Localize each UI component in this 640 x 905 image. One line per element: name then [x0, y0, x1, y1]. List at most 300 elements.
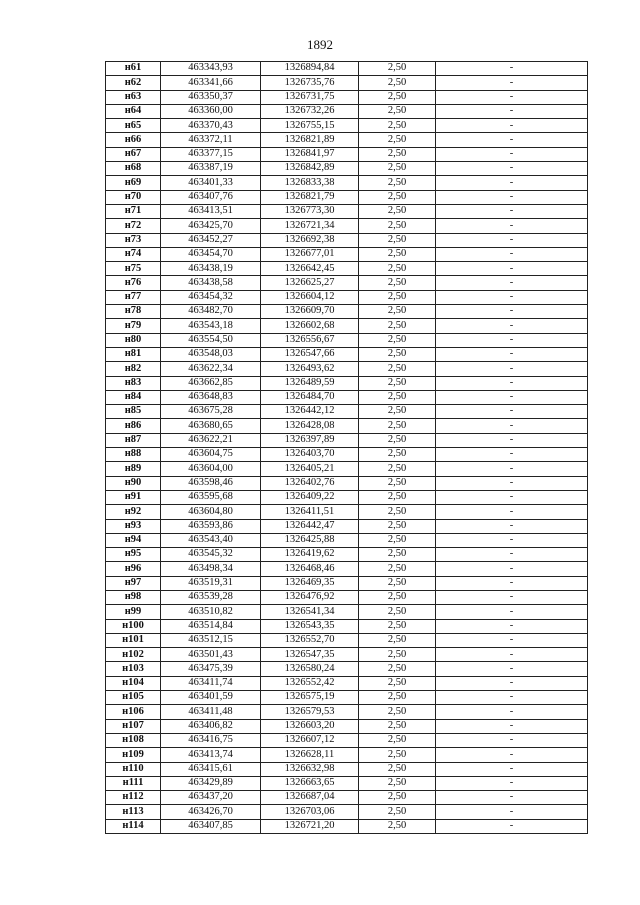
- x-coordinate-cell: 463539,28: [161, 590, 261, 604]
- note-cell: -: [436, 290, 588, 304]
- value-cell: 2,50: [359, 762, 436, 776]
- x-coordinate-cell: 463604,75: [161, 448, 261, 462]
- note-cell: -: [436, 190, 588, 204]
- table-row: [106, 733, 588, 747]
- y-coordinate-cell: 1326842,89: [261, 162, 359, 176]
- point-id-cell: н84: [106, 390, 161, 404]
- table-row: [106, 533, 588, 547]
- y-coordinate-cell: 1326602,68: [261, 319, 359, 333]
- table-row: [106, 347, 588, 361]
- x-coordinate-cell: 463475,39: [161, 662, 261, 676]
- point-id-cell: н96: [106, 562, 161, 576]
- x-coordinate-cell: 463554,50: [161, 333, 261, 347]
- table-row: [106, 190, 588, 204]
- x-coordinate-cell: 463501,43: [161, 648, 261, 662]
- note-cell: -: [436, 462, 588, 476]
- x-coordinate-cell: 463425,70: [161, 219, 261, 233]
- x-coordinate-cell: 463401,33: [161, 176, 261, 190]
- value-cell: 2,50: [359, 262, 436, 276]
- y-coordinate-cell: 1326556,67: [261, 333, 359, 347]
- x-coordinate-cell: 463512,15: [161, 633, 261, 647]
- note-cell: -: [436, 433, 588, 447]
- x-coordinate-cell: 463413,74: [161, 748, 261, 762]
- point-id-cell: н104: [106, 676, 161, 690]
- value-cell: 2,50: [359, 562, 436, 576]
- note-cell: -: [436, 147, 588, 161]
- table-row: [106, 290, 588, 304]
- note-cell: -: [436, 819, 588, 833]
- point-id-cell: н77: [106, 290, 161, 304]
- y-coordinate-cell: 1326604,12: [261, 290, 359, 304]
- x-coordinate-cell: 463341,66: [161, 76, 261, 90]
- y-coordinate-cell: 1326821,89: [261, 133, 359, 147]
- note-cell: -: [436, 419, 588, 433]
- table-row: [106, 805, 588, 819]
- value-cell: 2,50: [359, 576, 436, 590]
- table-row: [106, 204, 588, 218]
- table-row: [106, 362, 588, 376]
- value-cell: 2,50: [359, 204, 436, 218]
- y-coordinate-cell: 1326677,01: [261, 247, 359, 261]
- point-id-cell: н68: [106, 162, 161, 176]
- value-cell: 2,50: [359, 176, 436, 190]
- table-row: [106, 662, 588, 676]
- table-row: [106, 405, 588, 419]
- point-id-cell: н79: [106, 319, 161, 333]
- x-coordinate-cell: 463438,58: [161, 276, 261, 290]
- table-row: [106, 705, 588, 719]
- value-cell: 2,50: [359, 219, 436, 233]
- table-row: [106, 390, 588, 404]
- note-cell: -: [436, 633, 588, 647]
- y-coordinate-cell: 1326403,70: [261, 448, 359, 462]
- y-coordinate-cell: 1326731,75: [261, 90, 359, 104]
- y-coordinate-cell: 1326468,46: [261, 562, 359, 576]
- y-coordinate-cell: 1326442,12: [261, 405, 359, 419]
- table-row: [106, 633, 588, 647]
- note-cell: -: [436, 262, 588, 276]
- value-cell: 2,50: [359, 676, 436, 690]
- table-row: [106, 462, 588, 476]
- y-coordinate-cell: 1326547,66: [261, 347, 359, 361]
- y-coordinate-cell: 1326721,34: [261, 219, 359, 233]
- value-cell: 2,50: [359, 819, 436, 833]
- y-coordinate-cell: 1326419,62: [261, 548, 359, 562]
- note-cell: -: [436, 505, 588, 519]
- note-cell: -: [436, 133, 588, 147]
- point-id-cell: н72: [106, 219, 161, 233]
- value-cell: 2,50: [359, 90, 436, 104]
- value-cell: 2,50: [359, 305, 436, 319]
- x-coordinate-cell: 463498,34: [161, 562, 261, 576]
- note-cell: -: [436, 62, 588, 76]
- x-coordinate-cell: 463343,93: [161, 62, 261, 76]
- table-row: [106, 90, 588, 104]
- point-id-cell: н67: [106, 147, 161, 161]
- point-id-cell: н97: [106, 576, 161, 590]
- note-cell: -: [436, 90, 588, 104]
- table-row: [106, 505, 588, 519]
- x-coordinate-cell: 463438,19: [161, 262, 261, 276]
- y-coordinate-cell: 1326692,38: [261, 233, 359, 247]
- value-cell: 2,50: [359, 590, 436, 604]
- y-coordinate-cell: 1326469,35: [261, 576, 359, 590]
- x-coordinate-cell: 463510,82: [161, 605, 261, 619]
- x-coordinate-cell: 463416,75: [161, 733, 261, 747]
- point-id-cell: н64: [106, 104, 161, 118]
- table-row: [106, 262, 588, 276]
- x-coordinate-cell: 463454,32: [161, 290, 261, 304]
- table-row: [106, 691, 588, 705]
- value-cell: 2,50: [359, 733, 436, 747]
- point-id-cell: н111: [106, 776, 161, 790]
- note-cell: -: [436, 719, 588, 733]
- value-cell: 2,50: [359, 619, 436, 633]
- point-id-cell: н109: [106, 748, 161, 762]
- table-row: [106, 276, 588, 290]
- note-cell: -: [436, 762, 588, 776]
- y-coordinate-cell: 1326735,76: [261, 76, 359, 90]
- value-cell: 2,50: [359, 190, 436, 204]
- y-coordinate-cell: 1326405,21: [261, 462, 359, 476]
- point-id-cell: н114: [106, 819, 161, 833]
- value-cell: 2,50: [359, 719, 436, 733]
- note-cell: -: [436, 362, 588, 376]
- point-id-cell: н91: [106, 490, 161, 504]
- x-coordinate-cell: 463407,76: [161, 190, 261, 204]
- point-id-cell: н101: [106, 633, 161, 647]
- note-cell: -: [436, 276, 588, 290]
- point-id-cell: н89: [106, 462, 161, 476]
- page-number: 1892: [307, 37, 333, 52]
- point-id-cell: н76: [106, 276, 161, 290]
- value-cell: 2,50: [359, 162, 436, 176]
- x-coordinate-cell: 463377,15: [161, 147, 261, 161]
- note-cell: -: [436, 176, 588, 190]
- value-cell: 2,50: [359, 233, 436, 247]
- point-id-cell: н105: [106, 691, 161, 705]
- table-row: [106, 519, 588, 533]
- note-cell: -: [436, 662, 588, 676]
- value-cell: 2,50: [359, 505, 436, 519]
- x-coordinate-cell: 463604,80: [161, 505, 261, 519]
- table-row: [106, 247, 588, 261]
- value-cell: 2,50: [359, 119, 436, 133]
- value-cell: 2,50: [359, 433, 436, 447]
- y-coordinate-cell: 1326580,24: [261, 662, 359, 676]
- point-id-cell: н80: [106, 333, 161, 347]
- point-id-cell: н88: [106, 448, 161, 462]
- x-coordinate-cell: 463350,37: [161, 90, 261, 104]
- x-coordinate-cell: 463675,28: [161, 405, 261, 419]
- table-row: [106, 676, 588, 690]
- x-coordinate-cell: 463437,20: [161, 791, 261, 805]
- note-cell: -: [436, 490, 588, 504]
- table-row: [106, 490, 588, 504]
- value-cell: 2,50: [359, 448, 436, 462]
- point-id-cell: н103: [106, 662, 161, 676]
- y-coordinate-cell: 1326493,62: [261, 362, 359, 376]
- y-coordinate-cell: 1326476,92: [261, 590, 359, 604]
- table-row: [106, 476, 588, 490]
- x-coordinate-cell: 463593,86: [161, 519, 261, 533]
- note-cell: -: [436, 448, 588, 462]
- y-coordinate-cell: 1326442,47: [261, 519, 359, 533]
- value-cell: 2,50: [359, 476, 436, 490]
- note-cell: -: [436, 791, 588, 805]
- x-coordinate-cell: 463545,32: [161, 548, 261, 562]
- value-cell: 2,50: [359, 347, 436, 361]
- point-id-cell: н113: [106, 805, 161, 819]
- table-row: [106, 162, 588, 176]
- note-cell: -: [436, 104, 588, 118]
- point-id-cell: н95: [106, 548, 161, 562]
- y-coordinate-cell: 1326721,20: [261, 819, 359, 833]
- table-row: [106, 605, 588, 619]
- table-row: [106, 333, 588, 347]
- note-cell: -: [436, 576, 588, 590]
- note-cell: -: [436, 333, 588, 347]
- note-cell: -: [436, 305, 588, 319]
- note-cell: -: [436, 776, 588, 790]
- value-cell: 2,50: [359, 62, 436, 76]
- y-coordinate-cell: 1326428,08: [261, 419, 359, 433]
- value-cell: 2,50: [359, 276, 436, 290]
- note-cell: -: [436, 162, 588, 176]
- table-row: [106, 104, 588, 118]
- point-id-cell: н71: [106, 204, 161, 218]
- value-cell: 2,50: [359, 791, 436, 805]
- note-cell: -: [436, 76, 588, 90]
- y-coordinate-cell: 1326755,15: [261, 119, 359, 133]
- x-coordinate-cell: 463454,70: [161, 247, 261, 261]
- table-row: [106, 590, 588, 604]
- note-cell: -: [436, 733, 588, 747]
- table-row: [106, 819, 588, 833]
- point-id-cell: н62: [106, 76, 161, 90]
- value-cell: 2,50: [359, 519, 436, 533]
- x-coordinate-cell: 463406,82: [161, 719, 261, 733]
- table-row: [106, 219, 588, 233]
- point-id-cell: н69: [106, 176, 161, 190]
- y-coordinate-cell: 1326409,22: [261, 490, 359, 504]
- note-cell: -: [436, 204, 588, 218]
- value-cell: 2,50: [359, 462, 436, 476]
- note-cell: -: [436, 219, 588, 233]
- value-cell: 2,50: [359, 333, 436, 347]
- y-coordinate-cell: 1326833,38: [261, 176, 359, 190]
- x-coordinate-cell: 463622,21: [161, 433, 261, 447]
- point-id-cell: н92: [106, 505, 161, 519]
- value-cell: 2,50: [359, 362, 436, 376]
- y-coordinate-cell: 1326894,84: [261, 62, 359, 76]
- table-row: [106, 176, 588, 190]
- table-row: [106, 762, 588, 776]
- value-cell: 2,50: [359, 533, 436, 547]
- x-coordinate-cell: 463360,00: [161, 104, 261, 118]
- x-coordinate-cell: 463595,68: [161, 490, 261, 504]
- table-row: [106, 619, 588, 633]
- table-row: [106, 319, 588, 333]
- note-cell: -: [436, 476, 588, 490]
- value-cell: 2,50: [359, 319, 436, 333]
- table-row: [106, 576, 588, 590]
- table-row: [106, 562, 588, 576]
- value-cell: 2,50: [359, 633, 436, 647]
- note-cell: -: [436, 533, 588, 547]
- point-id-cell: н106: [106, 705, 161, 719]
- table-row: [106, 548, 588, 562]
- y-coordinate-cell: 1326821,79: [261, 190, 359, 204]
- y-coordinate-cell: 1326841,97: [261, 147, 359, 161]
- x-coordinate-cell: 463401,59: [161, 691, 261, 705]
- x-coordinate-cell: 463604,00: [161, 462, 261, 476]
- y-coordinate-cell: 1326579,53: [261, 705, 359, 719]
- value-cell: 2,50: [359, 490, 436, 504]
- table-row: [106, 776, 588, 790]
- note-cell: -: [436, 347, 588, 361]
- y-coordinate-cell: 1326628,11: [261, 748, 359, 762]
- point-id-cell: н93: [106, 519, 161, 533]
- table-row: [106, 719, 588, 733]
- table-row: [106, 133, 588, 147]
- point-id-cell: н108: [106, 733, 161, 747]
- y-coordinate-cell: 1326541,34: [261, 605, 359, 619]
- coordinates-table: [105, 61, 588, 834]
- y-coordinate-cell: 1326575,19: [261, 691, 359, 705]
- y-coordinate-cell: 1326663,65: [261, 776, 359, 790]
- value-cell: 2,50: [359, 662, 436, 676]
- y-coordinate-cell: 1326489,59: [261, 376, 359, 390]
- note-cell: -: [436, 390, 588, 404]
- x-coordinate-cell: 463519,31: [161, 576, 261, 590]
- point-id-cell: н112: [106, 791, 161, 805]
- table-row: [106, 419, 588, 433]
- table-row: [106, 62, 588, 76]
- x-coordinate-cell: 463514,84: [161, 619, 261, 633]
- note-cell: -: [436, 405, 588, 419]
- value-cell: 2,50: [359, 419, 436, 433]
- value-cell: 2,50: [359, 133, 436, 147]
- x-coordinate-cell: 463415,61: [161, 762, 261, 776]
- value-cell: 2,50: [359, 405, 436, 419]
- x-coordinate-cell: 463543,18: [161, 319, 261, 333]
- note-cell: -: [436, 619, 588, 633]
- point-id-cell: н73: [106, 233, 161, 247]
- value-cell: 2,50: [359, 104, 436, 118]
- value-cell: 2,50: [359, 805, 436, 819]
- note-cell: -: [436, 562, 588, 576]
- point-id-cell: н85: [106, 405, 161, 419]
- value-cell: 2,50: [359, 748, 436, 762]
- point-id-cell: н75: [106, 262, 161, 276]
- x-coordinate-cell: 463452,27: [161, 233, 261, 247]
- y-coordinate-cell: 1326397,89: [261, 433, 359, 447]
- note-cell: -: [436, 319, 588, 333]
- value-cell: 2,50: [359, 705, 436, 719]
- coordinates-table-body: [106, 62, 588, 834]
- value-cell: 2,50: [359, 648, 436, 662]
- value-cell: 2,50: [359, 376, 436, 390]
- x-coordinate-cell: 463372,11: [161, 133, 261, 147]
- y-coordinate-cell: 1326607,12: [261, 733, 359, 747]
- x-coordinate-cell: 463662,85: [161, 376, 261, 390]
- value-cell: 2,50: [359, 247, 436, 261]
- value-cell: 2,50: [359, 605, 436, 619]
- value-cell: 2,50: [359, 390, 436, 404]
- note-cell: -: [436, 648, 588, 662]
- y-coordinate-cell: 1326552,42: [261, 676, 359, 690]
- point-id-cell: н82: [106, 362, 161, 376]
- y-coordinate-cell: 1326411,51: [261, 505, 359, 519]
- x-coordinate-cell: 463370,43: [161, 119, 261, 133]
- y-coordinate-cell: 1326732,26: [261, 104, 359, 118]
- table-row: [106, 147, 588, 161]
- y-coordinate-cell: 1326687,04: [261, 791, 359, 805]
- point-id-cell: н65: [106, 119, 161, 133]
- note-cell: -: [436, 590, 588, 604]
- table-row: [106, 748, 588, 762]
- point-id-cell: н63: [106, 90, 161, 104]
- y-coordinate-cell: 1326642,45: [261, 262, 359, 276]
- table-row: [106, 76, 588, 90]
- note-cell: -: [436, 705, 588, 719]
- y-coordinate-cell: 1326425,88: [261, 533, 359, 547]
- x-coordinate-cell: 463622,34: [161, 362, 261, 376]
- table-row: [106, 119, 588, 133]
- x-coordinate-cell: 463407,85: [161, 819, 261, 833]
- table-row: [106, 791, 588, 805]
- note-cell: -: [436, 247, 588, 261]
- value-cell: 2,50: [359, 76, 436, 90]
- note-cell: -: [436, 748, 588, 762]
- table-row: [106, 376, 588, 390]
- x-coordinate-cell: 463411,48: [161, 705, 261, 719]
- y-coordinate-cell: 1326703,06: [261, 805, 359, 819]
- point-id-cell: н70: [106, 190, 161, 204]
- y-coordinate-cell: 1326552,70: [261, 633, 359, 647]
- x-coordinate-cell: 463543,40: [161, 533, 261, 547]
- point-id-cell: н81: [106, 347, 161, 361]
- note-cell: -: [436, 676, 588, 690]
- table-row: [106, 305, 588, 319]
- point-id-cell: н110: [106, 762, 161, 776]
- y-coordinate-cell: 1326543,35: [261, 619, 359, 633]
- value-cell: 2,50: [359, 776, 436, 790]
- table-row: [106, 448, 588, 462]
- x-coordinate-cell: 463413,51: [161, 204, 261, 218]
- x-coordinate-cell: 463680,65: [161, 419, 261, 433]
- x-coordinate-cell: 463482,70: [161, 305, 261, 319]
- note-cell: -: [436, 119, 588, 133]
- y-coordinate-cell: 1326609,70: [261, 305, 359, 319]
- x-coordinate-cell: 463387,19: [161, 162, 261, 176]
- point-id-cell: н107: [106, 719, 161, 733]
- point-id-cell: н100: [106, 619, 161, 633]
- note-cell: -: [436, 691, 588, 705]
- table-row: [106, 233, 588, 247]
- point-id-cell: н61: [106, 62, 161, 76]
- note-cell: -: [436, 233, 588, 247]
- point-id-cell: н78: [106, 305, 161, 319]
- note-cell: -: [436, 605, 588, 619]
- point-id-cell: н74: [106, 247, 161, 261]
- x-coordinate-cell: 463429,89: [161, 776, 261, 790]
- table-row: [106, 433, 588, 447]
- point-id-cell: н94: [106, 533, 161, 547]
- note-cell: -: [436, 548, 588, 562]
- x-coordinate-cell: 463598,46: [161, 476, 261, 490]
